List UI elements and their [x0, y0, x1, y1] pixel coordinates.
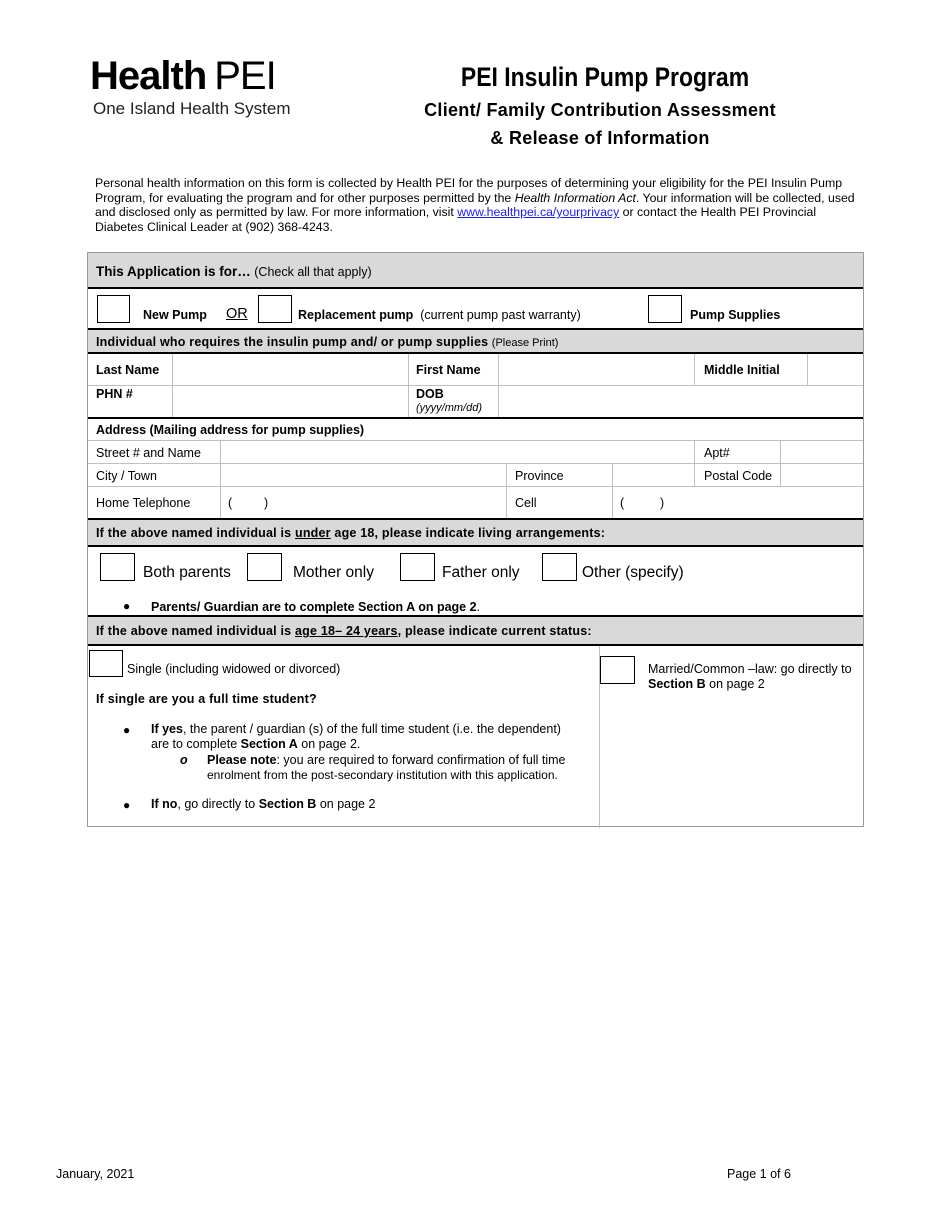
new-pump-checkbox[interactable] — [97, 295, 130, 323]
if-yes-line2: are to complete Section A on page 2. — [151, 737, 361, 751]
phn-field[interactable] — [174, 387, 406, 415]
bullet-icon: ● — [123, 599, 131, 613]
first-name-label: First Name — [416, 363, 481, 377]
other-checkbox[interactable] — [542, 553, 577, 581]
married-section-b: Section B on page 2 — [648, 677, 765, 691]
logo-word-pei: PEI — [214, 54, 276, 98]
single-checkbox[interactable] — [89, 650, 123, 677]
pump-supplies-label: Pump Supplies — [690, 308, 781, 322]
dob-format: (yyyy/mm/dd) — [416, 402, 482, 414]
replacement-pump-label: Replacement pump (current pump past warranty) — [298, 308, 581, 322]
father-only-checkbox[interactable] — [400, 553, 435, 581]
logo-word-health: Health — [90, 54, 207, 98]
privacy-act-name: Health Information Act — [514, 190, 636, 205]
city-label: City / Town — [96, 469, 157, 483]
or-label: OR — [226, 306, 248, 322]
dob-label: DOB — [416, 387, 444, 401]
if-no-line: If no, go directly to Section B on page 2 — [151, 797, 376, 811]
footer-page-number: Page 1 of 6 — [727, 1167, 791, 1181]
please-note-line2: enrolment from the post-secondary institution with this application. — [207, 768, 558, 782]
privacy-link[interactable]: www.healthpei.ca/yourprivacy — [457, 205, 620, 219]
please-note-line1: Please note: you are required to forward confirmation of full time — [207, 753, 566, 767]
first-name-field[interactable] — [500, 356, 692, 383]
bullet-icon: ● — [123, 798, 131, 812]
student-question: If single are you a full time student? — [96, 692, 317, 706]
page-title: PEI Insulin Pump Program — [460, 62, 750, 92]
bullet-icon: ● — [123, 723, 131, 737]
married-checkbox[interactable] — [600, 656, 635, 684]
cell-label: Cell — [515, 496, 537, 510]
logo-tagline: One Island Health System — [93, 99, 291, 118]
cell-field[interactable]: ( ) — [620, 496, 665, 510]
last-name-label: Last Name — [96, 363, 160, 377]
married-label: Married/Common –law: go directly to — [648, 662, 852, 676]
father-only-label: Father only — [442, 564, 520, 581]
both-parents-label: Both parents — [143, 564, 231, 581]
last-name-field[interactable] — [174, 356, 406, 383]
mother-only-label: Mother only — [293, 564, 374, 581]
page-subtitle-line2: & Release of Information — [490, 128, 710, 148]
city-field[interactable] — [222, 465, 504, 485]
if-yes-line1: If yes, the parent / guardian (s) of the full time student (i.e. the dependent) — [151, 722, 561, 736]
under18-heading: If the above named individual is under age 18, please indicate living arrangements: — [96, 526, 606, 540]
mother-only-checkbox[interactable] — [247, 553, 282, 581]
dob-field[interactable] — [500, 387, 860, 415]
middle-initial-label: Middle Initial — [704, 363, 780, 377]
privacy-text-2: . Your information will be collected, used and disclosed only as permitted by law. For more information, visit — [95, 190, 855, 219]
privacy-text-3: or contact the Health PEI Provincial Diabetes Clinical Leader at (902) 368-4243. — [95, 205, 817, 234]
application-heading: This Application is for… (Check all that apply) — [96, 264, 372, 279]
province-field[interactable] — [614, 465, 692, 485]
health-pei-logo — [90, 56, 276, 96]
postal-code-field[interactable] — [782, 465, 862, 485]
new-pump-label: New Pump — [143, 308, 207, 322]
single-label: Single (including widowed or divorced) — [127, 662, 341, 676]
province-label: Province — [515, 469, 564, 483]
phn-label: PHN # — [96, 387, 133, 401]
application-form — [87, 252, 864, 827]
individual-heading: Individual who requires the insulin pump and/ or pump supplies (Please Print) — [96, 335, 559, 349]
parents-guardian-note: Parents/ Guardian are to complete Section A on page 2. — [151, 600, 481, 614]
pump-supplies-checkbox[interactable] — [648, 295, 682, 323]
age18-24-heading: If the above named individual is age 18– 24 years, please indicate current status: — [96, 624, 592, 638]
home-telephone-label: Home Telephone — [96, 496, 191, 510]
both-parents-checkbox[interactable] — [100, 553, 135, 581]
home-telephone-field[interactable]: ( ) — [228, 496, 269, 510]
privacy-text-1: Personal health information on this form is collected by Health PEI for the purposes of determining your eligibility for the PEI Insulin Pump Program, for evaluating the program and for other purposes permitted by the — [95, 176, 843, 205]
page-subtitle-line1: Client/ Family Contribution Assessment — [424, 100, 776, 120]
apt-label: Apt# — [704, 446, 730, 460]
street-field[interactable] — [222, 442, 692, 462]
postal-code-label: Postal Code — [704, 469, 773, 483]
sub-bullet-icon: o — [180, 753, 188, 767]
other-label: Other (specify) — [582, 564, 684, 581]
replacement-pump-checkbox[interactable] — [258, 295, 292, 323]
apt-field[interactable] — [782, 442, 862, 462]
footer-date: January, 2021 — [56, 1167, 135, 1181]
address-heading: Address (Mailing address for pump supplies) — [96, 423, 365, 437]
street-label: Street # and Name — [96, 446, 201, 460]
middle-initial-field[interactable] — [809, 356, 863, 383]
privacy-notice — [95, 176, 860, 234]
